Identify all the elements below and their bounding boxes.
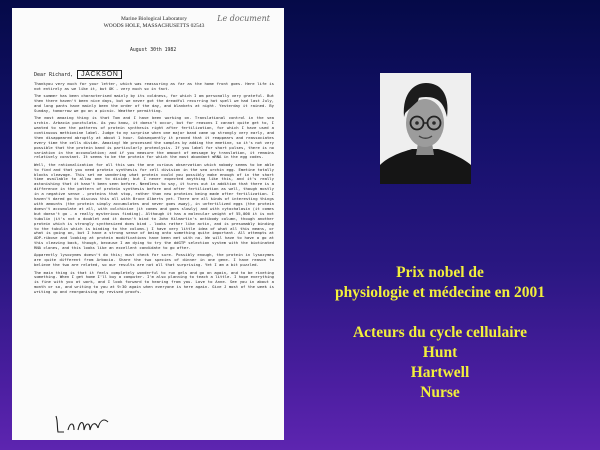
letter-body	[34, 82, 274, 298]
laureate-nurse: Nurse	[420, 384, 460, 401]
handwritten-signature	[52, 412, 112, 436]
letter-date: August 30th 1982	[130, 48, 177, 53]
laureate-hunt: Hunt	[422, 344, 458, 361]
caption-prize-line: Prix nobel de	[396, 264, 484, 281]
laureate-hartwell: Hartwell	[410, 364, 470, 381]
portrait-photo	[380, 73, 471, 184]
caption-subtitle: Acteurs du cycle cellulaire	[352, 324, 528, 341]
letter-paragraph: The most amazing thing is that Tom and I have been working on. Translational control in the sea urchin. Arbacia punctulata. As you know, it doesn't occur, but for reasons I cannot quite get to, I wanted to see the patterns of protein synthesis right after fertilization, for which I have used a continuous methionine label. Judge to my surprise when one major band came up strongly very early, and then disappeared abruptly at about 1 hour. Subsequently it proved that it reappears and reassociates every time the cells divide. Amazing! We processed the samples by adding the emetine, so it's not very possible that the protein band is particularly proteolysis. If you label for short pulses, there is no variation in the accumulation; and if you measure the amount of message by translation, it remains relatively constant. It seems to be the protein for which the most abundant mRNA in the egg codes.	[34, 115, 274, 160]
letter-paragraph: The main thing is that it feels completely wonderful to run gels and go on again, and to be riveting something. When I get home I'll buy a computer. I'm also planning to teach a little. I hope everything is fine with you at work, and I look forward to hearing from you. Love to Anne. See you in about a month or so, and writing to you at 9:30 again when everyone is here again. Give J most of the week is writing up and reorganising my revised proofs.	[34, 269, 274, 295]
letter-salutation	[34, 70, 122, 79]
recipient-name-box: JACKSON	[77, 70, 122, 79]
handwritten-letter-image	[12, 8, 284, 440]
letter-paragraph: Apparently lysozymes doesn't do this; must check for sure. Possibly enough, the protein in lysozymes are quite different from Arbacia. Share the two species of dinner in one gene. I have reason to believe the two are related, so our results are not all that surprising. Yet I am a bit puzzled.	[34, 252, 274, 268]
slide-caption	[282, 263, 598, 403]
caption-field-line: physiologie et médecine en 2001	[334, 284, 546, 301]
portrait-person-icon	[380, 73, 471, 184]
letterhead-line-2: WOODS HOLE, MASSACHUSETTS 02543	[103, 22, 205, 29]
letter-paragraph: Well, the rationalization for all this was the one curious observation which nobody seems to be able to find and that you need protein synthesis for cell division in the sea urchin egg. Emetine totally blocks cleavage. This set me wondering what protein could you possibly make enough of in the short time available to allow one to divide; but I never expected anything like this, and it's really astonishing that it hasn't been seen before. Needless to say, it turns out in addition that there is a difference in the pattern of protein synthesis before and after fertilization as well, though mostly in a negative sense - proteins that stop, rather than new proteins being made after fertilization. I haven't dared go to discuss this all with Bruce Alberts yet. There are all kinds of interesting things with amounts (the protein simply accumulates and never goes away), in unfertilized eggs (the protein doesn't accumulate at all, with colchicine (it comes and goes slowly) and with cytochalasin (it comes but doesn't go - a really mysterious finding). Although it has a molecular weight of 55,000 it is not tubulin (it's not a doublet and it doesn't bind to John Kilmartin's antibody column, though another protein which is strongly synthesized does bind - looks rather like actin, and is presumably binding to the tubulin which is binding to the column.) I have very little idea of what all this means, or what is going on, but I have a strong sense of being onto something quite important. All attempts at ADP-ribose and looking at protein modifications have been met with no. We will have to have a go at this cleaving back, though, because I am dying to try the ddGTP selection system with the biotinated RNA clones, and this looks like an excellent candidate to go after.	[34, 161, 274, 251]
letter-paragraph: Thankyou very much for your letter, which was reassuring as far as the home front goes. Here life is not entirely as we like it, but OK - very much so in fact.	[34, 81, 274, 91]
caption-spacer	[282, 303, 598, 323]
letter-paragraph: The summer has been characterised mainly by its coldness, for which I am personally very grateful. But then there haven't been nice days, but we never got the dreadful recurring hot spell we had last July, and long pants have mainly been the order of the day, and blankets at night. Yesterday it rained. By Sunday, tomorrow we go on a picnic. Weather permitting.	[34, 93, 274, 113]
letterhead-line-1: Marine Biological Laboratory	[121, 16, 187, 22]
handwritten-corner-note: Le document	[217, 14, 270, 23]
letter-greeting: Dear Richard,	[34, 71, 74, 78]
